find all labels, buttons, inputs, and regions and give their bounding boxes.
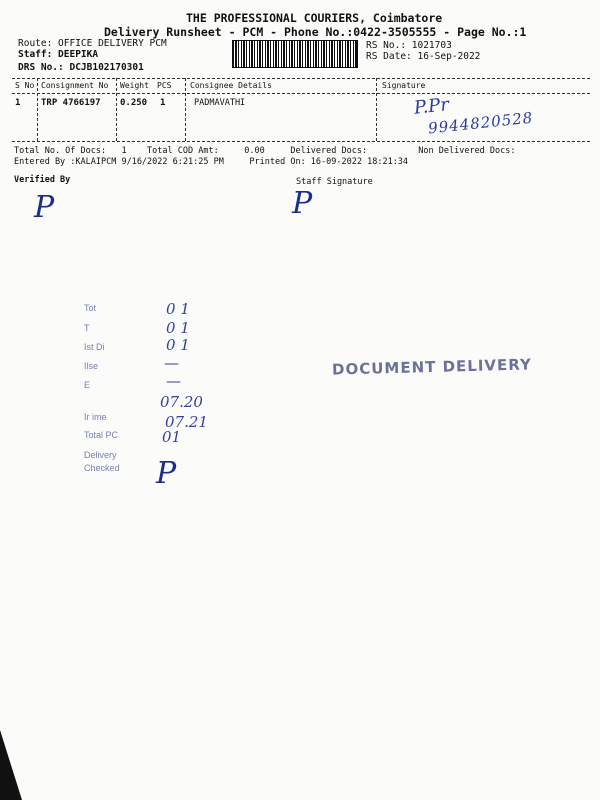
stamp-label: E (84, 380, 91, 390)
checked-signature: P (156, 456, 177, 491)
cell-pcs: 1 (160, 98, 166, 108)
cell-consignee: PADMAVATHI (194, 98, 246, 108)
stamp-label: Delivery (84, 450, 117, 460)
col-sep-2 (116, 78, 117, 141)
verified-by-label: Verified By (14, 175, 71, 185)
stamp-value: — (166, 372, 181, 390)
route-text: Route: OFFICE DELIVERY PCM (18, 38, 167, 49)
rs-number: RS No.: 1021703 (366, 40, 452, 51)
col-sep-1 (37, 78, 38, 141)
consignee-signature: P.Pr (412, 94, 450, 119)
table-bottom-rule (12, 141, 590, 142)
stamp-value: 0 1 (166, 336, 190, 354)
col-header-consignment: Consignment No (41, 81, 109, 90)
stamp-value: — (164, 354, 179, 372)
stamp-value: 01 (162, 428, 182, 446)
col-header-consignee: Consignee Details (190, 81, 272, 90)
stamp-value: 07.20 (160, 393, 203, 411)
col-header-pcs: PCS (157, 81, 172, 90)
drs-number: DRS No.: DCJB102170301 (18, 62, 144, 73)
col-header-sno: S No (15, 81, 35, 90)
rs-date: RS Date: 16-Sep-2022 (366, 51, 481, 62)
staff-signature: P (292, 186, 313, 221)
runsheet-subtitle: Delivery Runsheet - PCM - Phone No.:0422-3505555 - Page No.:1 (104, 25, 527, 39)
stamp-label: T (84, 323, 90, 333)
stamp-value: 0 1 (166, 319, 190, 337)
staff-text: Staff: DEEPIKA (18, 49, 99, 60)
staff-signature-label: Staff Signature (296, 177, 373, 187)
summary-entered: Entered By :KALAIPCM 9/16/2022 6:21:25 PM Printed On: 16-09-2022 18:21:34 (14, 157, 409, 167)
consignee-phone-handwritten: 9944820528 (427, 108, 535, 138)
document-delivery-stamp: DOCUMENT DELIVERY (331, 355, 533, 379)
stamp-value: 07.21 (165, 413, 208, 431)
verified-signature: P (34, 190, 55, 225)
col-sep-3 (185, 78, 186, 141)
summary-totals: Total No. Of Docs: 1 Total COD Amt: 0.00 Delivered Docs: Non Delivered Docs: (14, 146, 516, 156)
stamp-label: Ir ime (84, 412, 107, 422)
stamp-label: Ilse (84, 361, 99, 371)
cell-consignment: TRP 4766197 (41, 98, 101, 108)
stamp-label: Ist Di (84, 342, 105, 352)
stamp-label: Total PC (84, 430, 119, 440)
cell-weight: 0.250 (120, 98, 148, 108)
stamp-label: Checked (84, 463, 120, 473)
stamp-value: 0 1 (166, 300, 190, 318)
col-header-signature: Signature (382, 81, 426, 90)
table-top-rule (12, 78, 590, 79)
company-title: THE PROFESSIONAL COURIERS, Coimbatore (186, 11, 443, 25)
col-header-weight: Weight (120, 81, 149, 90)
col-sep-4 (376, 78, 377, 141)
stamp-label: Tot (84, 303, 97, 313)
table-header-rule (12, 93, 590, 94)
scan-corner-shadow (0, 730, 22, 800)
barcode (232, 40, 358, 68)
cell-sno: 1 (15, 98, 21, 108)
